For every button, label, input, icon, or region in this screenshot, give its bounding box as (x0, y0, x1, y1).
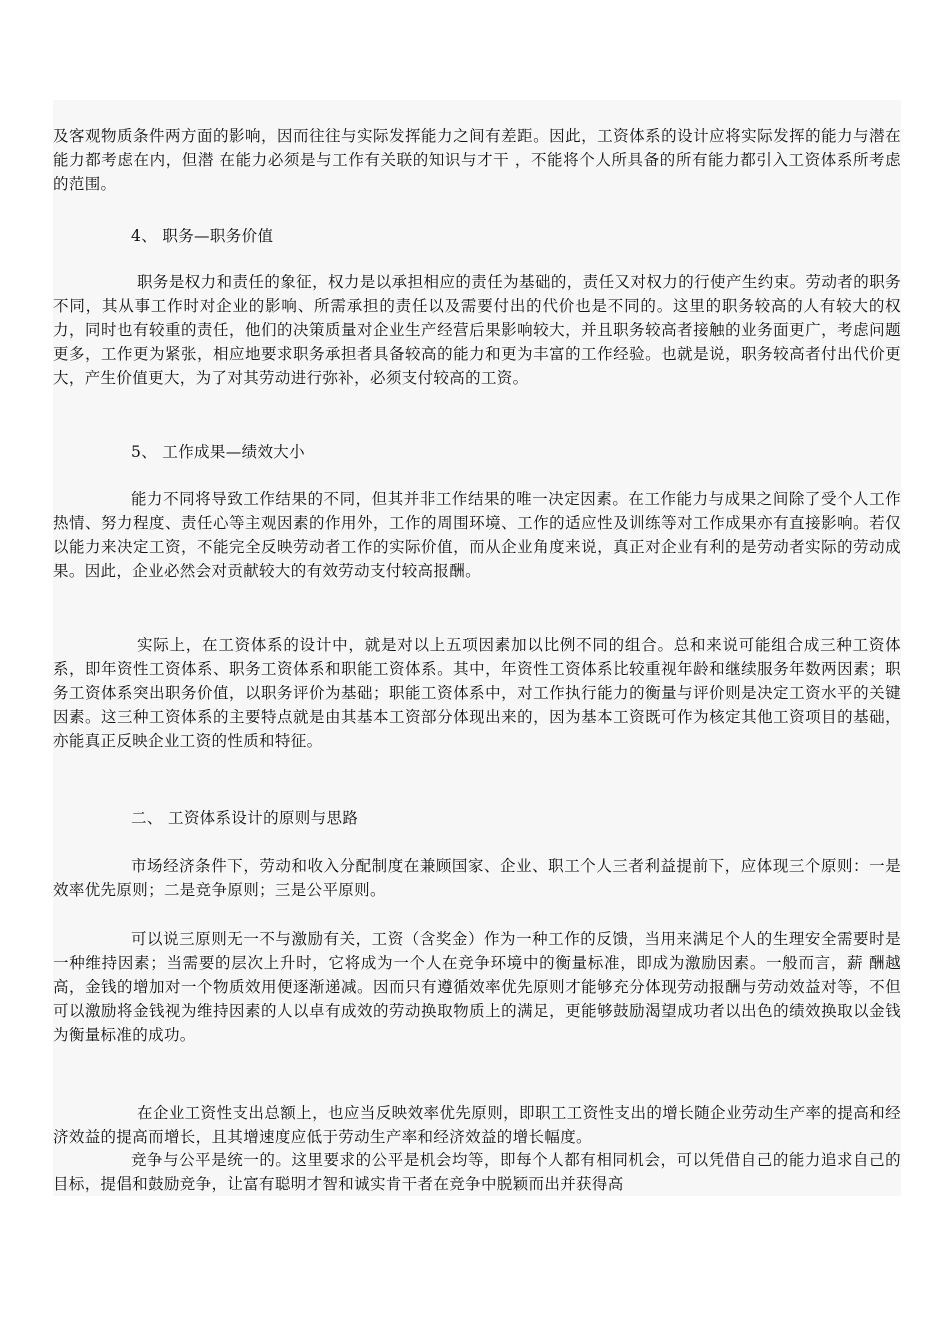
document-page (53, 100, 901, 1196)
paragraph-work-results: 能力不同将导致工作结果的不同，但其并非工作结果的唯一决定因素。在工作能力与成果之间除了受个人工作热情、努力程度、责任心等主观因素的作用外，工作的周围环境、工作的适应性及训练等对工作成果亦有直接影响。若仅以能力来决定工资，不能完全反映劳动者工作的实际价值，而从企业角度来说，真正对企业有利的是劳动者实际的劳动成果。因此，企业必然会对贡献较大的有效劳动支付较高报酬。 (53, 490, 901, 580)
paragraph-market-principles: 市场经济条件下，劳动和收入分配制度在兼顾国家、企业、职工个人三者利益提前下，应体现三个原则：一是效率优先原则；二是竞争原则；三是公平原则。 (53, 857, 901, 899)
section-heading-5: 5、 工作成果—绩效大小 (131, 443, 305, 461)
paragraph-three-systems: 实际上，在工资体系的设计中，就是对以上五项因素加以比例不同的组合。总和来说可能组合成三种工资体系，即年资性工资体系、职务工资体系和职能工资体系。其中，年资性工资体系比较重视年龄和继续服务年数两因素；职务工资体系突出职务价值，以职务评价为基础；职能工资体系中，对工作执行能力的衡量与评价则是决定工资水平的关键因素。这三种工资体系的主要特点就是由其基本工资部分体现出来的，因为基本工资既可作为核定其他工资项目的基础，亦能真正反映企业工资的性质和特征。 (53, 636, 901, 750)
paragraph-ability-continued: 及客观物质条件两方面的影响，因而往往与实际发挥能力之间有差距。因此，工资体系的设计应将实际发挥的能力与潜在能力都考虑在内，但潜 在能力必须是与工作有关联的知识与才干 ，不能将个人所具备的所有能力都引入工资体系所考虑的范围。 (53, 127, 901, 193)
paragraph-incentive: 可以说三原则无一不与激励有关，工资（含奖金）作为一种工作的反馈，当用来满足个人的生理安全需要时是一种维持因素；当需要的层次上升时，它将成为一个人在竞争环境中的衡量标准，即成为激励因素。一般而言，薪 酬越高，金钱的增加对一个物质效用便逐渐递减。因而只有遵循效率优先原则才能够充分体现劳动报酬与劳动效益对等，不但可以激励将金钱视为维持因素的人以卓有成效的劳动换取物质上的满足，更能够鼓励渴望成功者以出色的绩效换取以金钱为衡量标准的成功。 (53, 930, 901, 1044)
paragraph-competition-fairness: 竞争与公平是统一的。这里要求的公平是机会均等，即每个人都有相同机会，可以凭借自己的能力追求自己的目标，提倡和鼓励竞争，让富有聪明才智和诚实肯干者在竞争中脱颖而出并获得高 (53, 1151, 901, 1193)
paragraph-efficiency-expenditure: 在企业工资性支出总额上，也应当反映效率优先原则，即职工工资性支出的增长随企业劳动生产率的提高和经济效益的提高而增长，且其增速度应低于劳动生产率和经济效益的增长幅度。 (53, 1104, 901, 1146)
section-heading-two: 二、 工资体系设计的原则与思路 (131, 809, 359, 827)
paragraph-position-value: 职务是权力和责任的象征，权力是以承担相应的责任为基础的，责任又对权力的行使产生约束。劳动者的职务不同，其从事工作时对企业的影响、所需承担的责任以及需要付出的代价也是不同的。这里的职务较高的人有较大的权力，同时也有较重的责任，他们的决策质量对企业生产经营后果影响较大，并且职务较高者接触的业务面更广，考虑问题更多，工作更为紧张，相应地要求职务承担者具备较高的能力和更为丰富的工作经验。也就是说，职务较高者付出代价更大，产生价值更大，为了对其劳动进行弥补，必须支付较高的工资。 (53, 273, 901, 387)
section-heading-4: 4、 职务—职务价值 (131, 227, 274, 245)
